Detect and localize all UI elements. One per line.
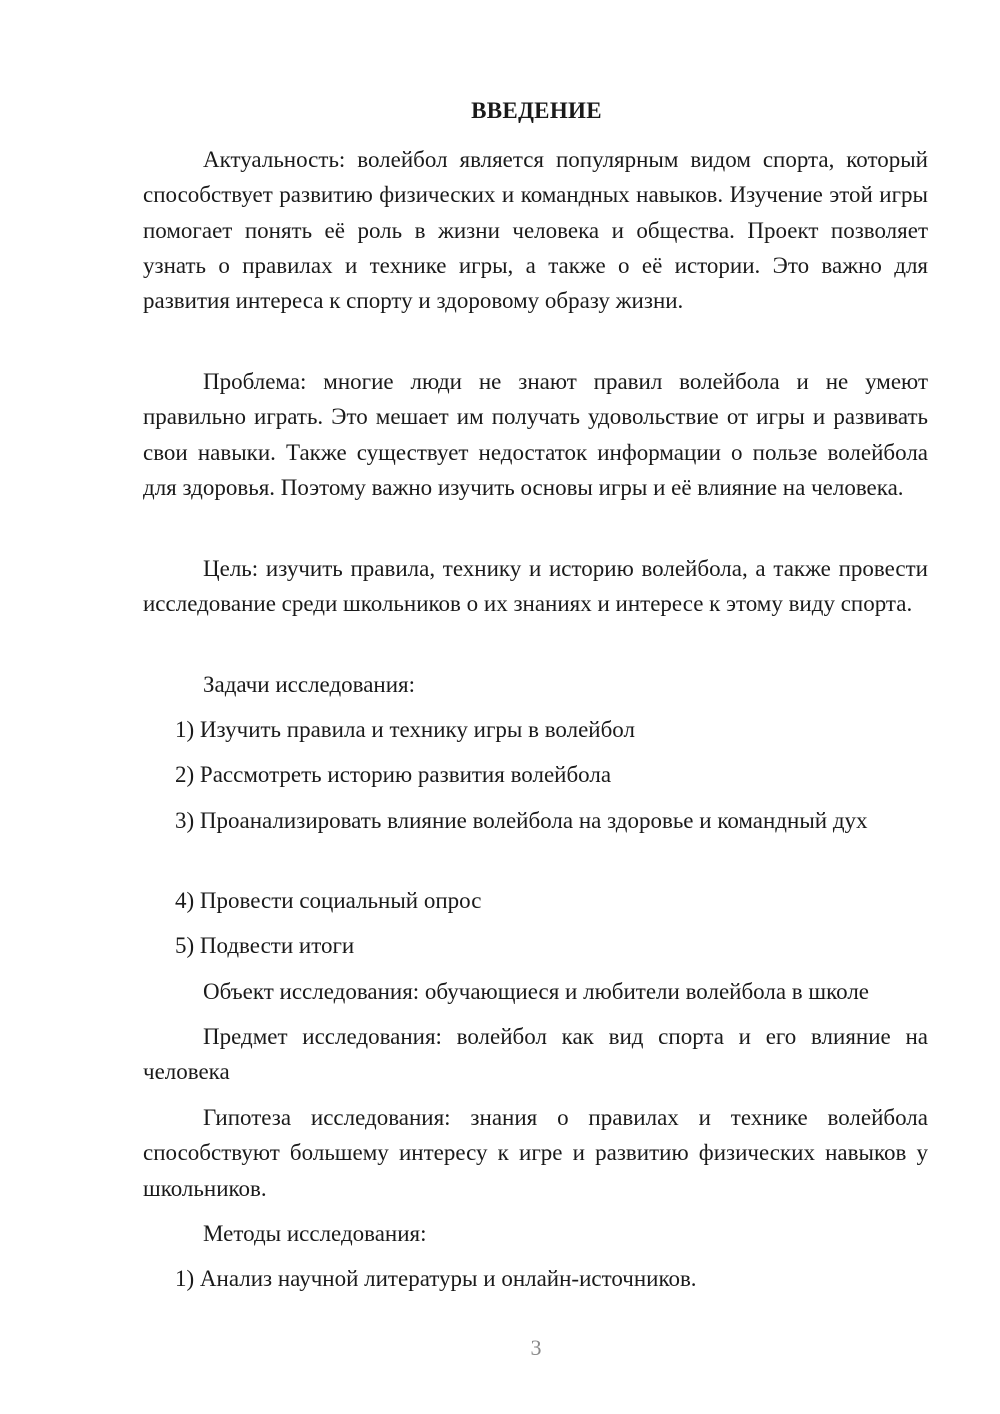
method-item: 1) Анализ научной литературы и онлайн-источников.: [175, 1266, 697, 1291]
task-item: 2) Рассмотреть историю развития волейбола: [175, 762, 612, 787]
task-item: 3) Проанализировать влияние волейбола на здоровье и командный дух: [175, 808, 868, 833]
problem-paragraph: Проблема: многие люди не знают правил волейбола и не умеют правильно играть. Это мешает им получать удовольствие от игры и развивать свои навыки. Также существует недостаток информации о пользе волейбола для здоровья. Поэтому важно изучить основы игры и её влияние на человека.: [143, 369, 928, 500]
methods-heading: Методы исследования:: [203, 1221, 427, 1246]
hypothesis-paragraph: Гипотеза исследования: знания о правилах и технике волейбола способствуют большему интересу к игре и развитию физических навыков у школьников.: [143, 1105, 928, 1201]
subject-paragraph: Предмет исследования: волейбол как вид спорта и его влияние на человека: [143, 1024, 928, 1085]
goal-paragraph: Цель: изучить правила, технику и историю волейбола, а также провести исследование среди школьников о их знаниях и интересе к этому виду спорта.: [143, 556, 928, 617]
page-title: ВВЕДЕНИЕ: [471, 98, 602, 123]
page-number: 3: [530, 1335, 542, 1360]
tasks-heading: Задачи исследования:: [203, 672, 416, 697]
task-item: 1) Изучить правила и технику игры в волейбол: [175, 717, 635, 742]
task-item: 5) Подвести итоги: [175, 933, 355, 958]
relevance-paragraph: Актуальность: волейбол является популярным видом спорта, который способствует развитию физических и командных навыков. Изучение этой игры помогает понять её роль в жизни человека и общества. Проект позволяет узнать о правилах и технике игры, а также о её истории. Это важно для развития интереса к спорту и здоровому образу жизни.: [143, 147, 928, 314]
task-item: 4) Провести социальный опрос: [175, 888, 482, 913]
object-paragraph: Объект исследования: обучающиеся и любители волейбола в школе: [203, 979, 870, 1004]
